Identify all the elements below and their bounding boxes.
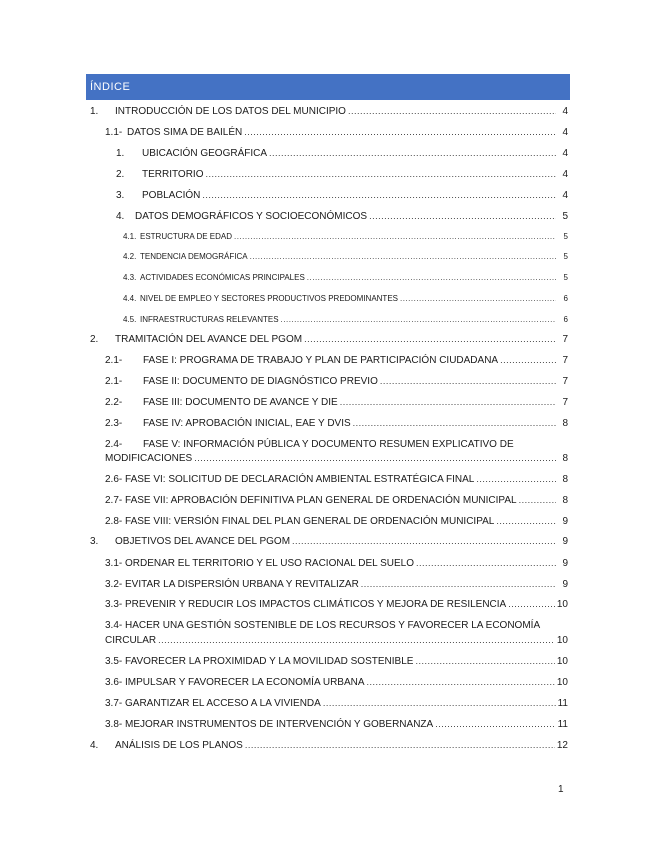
toc-entry-title: FASE IV: APROBACIÓN INICIAL, EAE Y DVIS bbox=[143, 418, 351, 429]
toc-entry[interactable] bbox=[105, 578, 568, 591]
toc-entry[interactable] bbox=[105, 515, 568, 528]
toc-entry-number: 1. bbox=[116, 148, 125, 159]
toc-entry[interactable] bbox=[105, 417, 568, 430]
toc-leader bbox=[500, 354, 556, 367]
toc-leader bbox=[292, 535, 556, 548]
toc-leader bbox=[415, 655, 554, 668]
toc-entry-page: 6 bbox=[563, 315, 568, 324]
toc-entry[interactable] bbox=[116, 168, 568, 181]
toc-entry-number: 2.4- bbox=[105, 439, 123, 450]
toc-entry-title: DATOS SIMA DE BAILÉN bbox=[127, 127, 243, 138]
toc-entry[interactable] bbox=[105, 655, 568, 668]
toc-leader bbox=[380, 375, 556, 388]
toc-entry-page: 8 bbox=[562, 418, 568, 429]
toc-entry-page: 10 bbox=[556, 599, 568, 610]
toc-entry-number: 2. bbox=[116, 169, 125, 180]
toc-entry-number: 1. bbox=[90, 106, 99, 117]
toc-leader bbox=[416, 557, 556, 570]
toc-entry-page: 4 bbox=[562, 148, 568, 159]
toc-entry-page: 7 bbox=[562, 334, 568, 345]
toc-entry-title: TRAMITACIÓN DEL AVANCE DEL PGOM bbox=[115, 334, 303, 345]
toc-entry-number: 2. bbox=[90, 334, 99, 345]
toc-leader bbox=[244, 126, 556, 139]
toc-entry-title: NIVEL DE EMPLEO Y SECTORES PRODUCTIVOS PREDOMINANTES bbox=[140, 294, 398, 303]
toc-entry-page: 10 bbox=[556, 656, 568, 667]
toc-entry-page: 5 bbox=[563, 273, 568, 282]
toc-leader bbox=[250, 250, 556, 263]
toc-entry-page: 9 bbox=[562, 579, 568, 590]
toc-entry-page: 9 bbox=[562, 558, 568, 569]
toc-entry[interactable] bbox=[105, 494, 568, 507]
toc-entry[interactable] bbox=[105, 634, 568, 647]
toc-leader bbox=[205, 168, 556, 181]
toc-entry-page: 11 bbox=[557, 698, 568, 709]
toc-leader bbox=[361, 578, 556, 591]
toc-entry-title: UBICACIÓN GEOGRÁFICA bbox=[142, 148, 268, 159]
toc-entry[interactable] bbox=[105, 375, 568, 388]
toc-leader bbox=[348, 105, 556, 118]
toc-entry[interactable] bbox=[123, 292, 568, 305]
toc-entry[interactable] bbox=[105, 676, 568, 689]
toc-entry[interactable] bbox=[90, 535, 568, 548]
toc-entry-page: 11 bbox=[557, 719, 568, 730]
toc-entry-title: INTRODUCCIÓN DE LOS DATOS DEL MUNICIPIO bbox=[115, 106, 346, 117]
toc-entry-page: 5 bbox=[562, 211, 568, 222]
toc-entry[interactable] bbox=[105, 396, 568, 409]
toc-leader bbox=[508, 598, 555, 611]
toc-entry[interactable] bbox=[123, 250, 568, 263]
toc-entry-page: 9 bbox=[562, 536, 568, 547]
toc-entry-page: 4 bbox=[562, 169, 568, 180]
toc-entry[interactable] bbox=[105, 697, 568, 710]
toc-entry-line1[interactable] bbox=[105, 619, 540, 632]
toc-entry-number: 4.4. bbox=[123, 294, 137, 303]
toc-entry[interactable] bbox=[105, 126, 568, 139]
toc-entry-number: 3. bbox=[116, 190, 125, 201]
toc-entry-number: 2.1- bbox=[105, 355, 123, 366]
toc-leader bbox=[245, 739, 555, 752]
toc-leader bbox=[496, 515, 556, 528]
toc-entry-line1[interactable] bbox=[105, 438, 514, 451]
toc-leader bbox=[353, 417, 556, 430]
toc-entry-page: 7 bbox=[562, 397, 568, 408]
toc-entry-title: 3.8- MEJORAR INSTRUMENTOS DE INTERVENCIÓN Y GOBERNANZA bbox=[105, 719, 434, 730]
toc-entry[interactable] bbox=[116, 189, 568, 202]
toc-entry[interactable] bbox=[90, 105, 568, 118]
toc-entry-title: 3.6- IMPULSAR Y FAVORECER LA ECONOMÍA URBANA bbox=[105, 677, 365, 688]
toc-entry-title: FASE II: DOCUMENTO DE DIAGNÓSTICO PREVIO bbox=[143, 376, 378, 387]
toc-entry-number: 3. bbox=[90, 536, 99, 547]
toc-entry-title: FASE I: PROGRAMA DE TRABAJO Y PLAN DE PARTICIPACIÓN CIUDADANA bbox=[143, 355, 499, 366]
toc-entry-page: 9 bbox=[562, 516, 568, 527]
page-number: 1 bbox=[558, 784, 564, 795]
toc-entry[interactable] bbox=[105, 718, 568, 731]
toc-entry-title: 3.2- EVITAR LA DISPERSIÓN URBANA Y REVITALIZAR bbox=[105, 579, 359, 590]
toc-entry-title-cont: CIRCULAR bbox=[105, 635, 157, 646]
toc-entry[interactable] bbox=[90, 739, 568, 752]
toc-entry[interactable] bbox=[123, 271, 568, 284]
toc-entry[interactable] bbox=[105, 557, 568, 570]
toc-entry-page: 10 bbox=[556, 635, 568, 646]
toc-entry-page: 10 bbox=[556, 677, 568, 688]
toc-entry-page: 4 bbox=[562, 106, 568, 117]
toc-entry-title-cont: MODIFICACIONES bbox=[105, 453, 193, 464]
toc-leader bbox=[307, 271, 556, 284]
toc-entry-number: 2.3- bbox=[105, 418, 123, 429]
toc-leader bbox=[269, 147, 556, 160]
toc-entry[interactable] bbox=[116, 147, 568, 160]
toc-entry-page: 4 bbox=[562, 127, 568, 138]
toc-leader bbox=[369, 210, 556, 223]
toc-entry-title: 3.4- HACER UNA GESTIÓN SOSTENIBLE DE LOS RECURSOS Y FAVORECER LA ECONOMÍA bbox=[105, 620, 541, 631]
toc-entry-title: FASE III: DOCUMENTO DE AVANCE Y DIE bbox=[143, 397, 338, 408]
toc-entry-title: ACTIVIDADES ECONÓMICAS PRINCIPALES bbox=[140, 273, 305, 282]
toc-entry[interactable] bbox=[105, 452, 568, 465]
toc-entry-title: 2.8- FASE VIII: VERSIÓN FINAL DEL PLAN GENERAL DE ORDENACIÓN MUNICIPAL bbox=[105, 516, 495, 527]
toc-entry-number: 4.1. bbox=[123, 232, 137, 241]
toc-entry-title: 3.7- GARANTIZAR EL ACCESO A LA VIVIENDA bbox=[105, 698, 321, 709]
toc-entry[interactable] bbox=[105, 598, 568, 611]
toc-entry-title: 3.1- ORDENAR EL TERRITORIO Y EL USO RACIONAL DEL SUELO bbox=[105, 558, 414, 569]
toc-leader bbox=[304, 333, 556, 346]
toc-entry-title: 2.7- FASE VII: APROBACIÓN DEFINITIVA PLAN GENERAL DE ORDENACIÓN MUNICIPAL bbox=[105, 495, 517, 506]
toc-entry-title: FASE V: INFORMACIÓN PÚBLICA Y DOCUMENTO RESUMEN EXPLICATIVO DE bbox=[143, 439, 514, 450]
toc-entry-number: 2.1- bbox=[105, 376, 123, 387]
toc-entry-number: 4.2. bbox=[123, 252, 137, 261]
toc-entry-title: ANÁLISIS DE LOS PLANOS bbox=[115, 740, 243, 751]
toc-entry[interactable] bbox=[90, 333, 568, 346]
toc-leader bbox=[340, 396, 556, 409]
toc-entry-number: 1.1- bbox=[105, 127, 123, 138]
toc-leader bbox=[400, 292, 556, 305]
toc-entry[interactable] bbox=[123, 230, 568, 243]
toc-entry[interactable] bbox=[105, 354, 568, 367]
toc-entry-title: 3.3- PREVENIR Y REDUCIR LOS IMPACTOS CLIMÁTICOS Y MEJORA DE RESILENCIA bbox=[105, 599, 507, 610]
toc-entry-page: 7 bbox=[562, 355, 568, 366]
toc-entry-number: 4. bbox=[116, 211, 125, 222]
toc-entry[interactable] bbox=[123, 313, 568, 326]
toc-leader bbox=[158, 634, 555, 647]
toc-entry-page: 5 bbox=[563, 232, 568, 241]
toc-leader bbox=[519, 494, 556, 507]
toc-entry-number: 4.5. bbox=[123, 315, 137, 324]
toc-leader bbox=[202, 189, 556, 202]
toc-leader bbox=[323, 697, 556, 710]
toc-entry-title: TERRITORIO bbox=[142, 169, 204, 180]
toc-leader bbox=[281, 313, 556, 326]
toc-entry-page: 12 bbox=[556, 740, 568, 751]
toc-entry-title: 2.6- FASE VI: SOLICITUD DE DECLARACIÓN AMBIENTAL ESTRATÉGICA FINAL bbox=[105, 474, 475, 485]
toc-leader bbox=[476, 473, 556, 486]
toc-entry-title: ESTRUCTURA DE EDAD bbox=[140, 232, 233, 241]
toc-entry-page: 8 bbox=[562, 474, 568, 485]
toc-entry-page: 5 bbox=[563, 252, 568, 261]
toc-entry[interactable] bbox=[116, 210, 568, 223]
toc-entry-title: 3.5- FAVORECER LA PROXIMIDAD Y LA MOVILIDAD SOSTENIBLE bbox=[105, 656, 414, 667]
toc-entry-page: 8 bbox=[562, 495, 568, 506]
toc-entry-page: 6 bbox=[563, 294, 568, 303]
toc-entry[interactable] bbox=[105, 473, 568, 486]
toc-entry-title: OBJETIVOS DEL AVANCE DEL PGOM bbox=[115, 536, 291, 547]
toc-entry-title: DATOS DEMOGRÁFICOS Y SOCIOECONÓMICOS bbox=[135, 211, 368, 222]
toc-entry-title: POBLACIÓN bbox=[142, 190, 201, 201]
toc-leader bbox=[234, 230, 556, 243]
toc-leader bbox=[194, 452, 556, 465]
toc-leader bbox=[435, 718, 555, 731]
toc-entry-number: 4.3. bbox=[123, 273, 137, 282]
toc-entry-title: INFRAESTRUCTURAS RELEVANTES bbox=[140, 315, 279, 324]
toc-header: ÍNDICE bbox=[86, 74, 570, 100]
toc-entry-title: TENDENCIA DEMOGRÁFICA bbox=[140, 252, 248, 261]
toc-entry-number: 4. bbox=[90, 740, 99, 751]
toc-entry-number: 2.2- bbox=[105, 397, 123, 408]
toc-entry-page: 4 bbox=[562, 190, 568, 201]
toc-entry-page: 7 bbox=[562, 376, 568, 387]
toc-entry-page: 8 bbox=[562, 453, 568, 464]
toc-leader bbox=[367, 676, 555, 689]
